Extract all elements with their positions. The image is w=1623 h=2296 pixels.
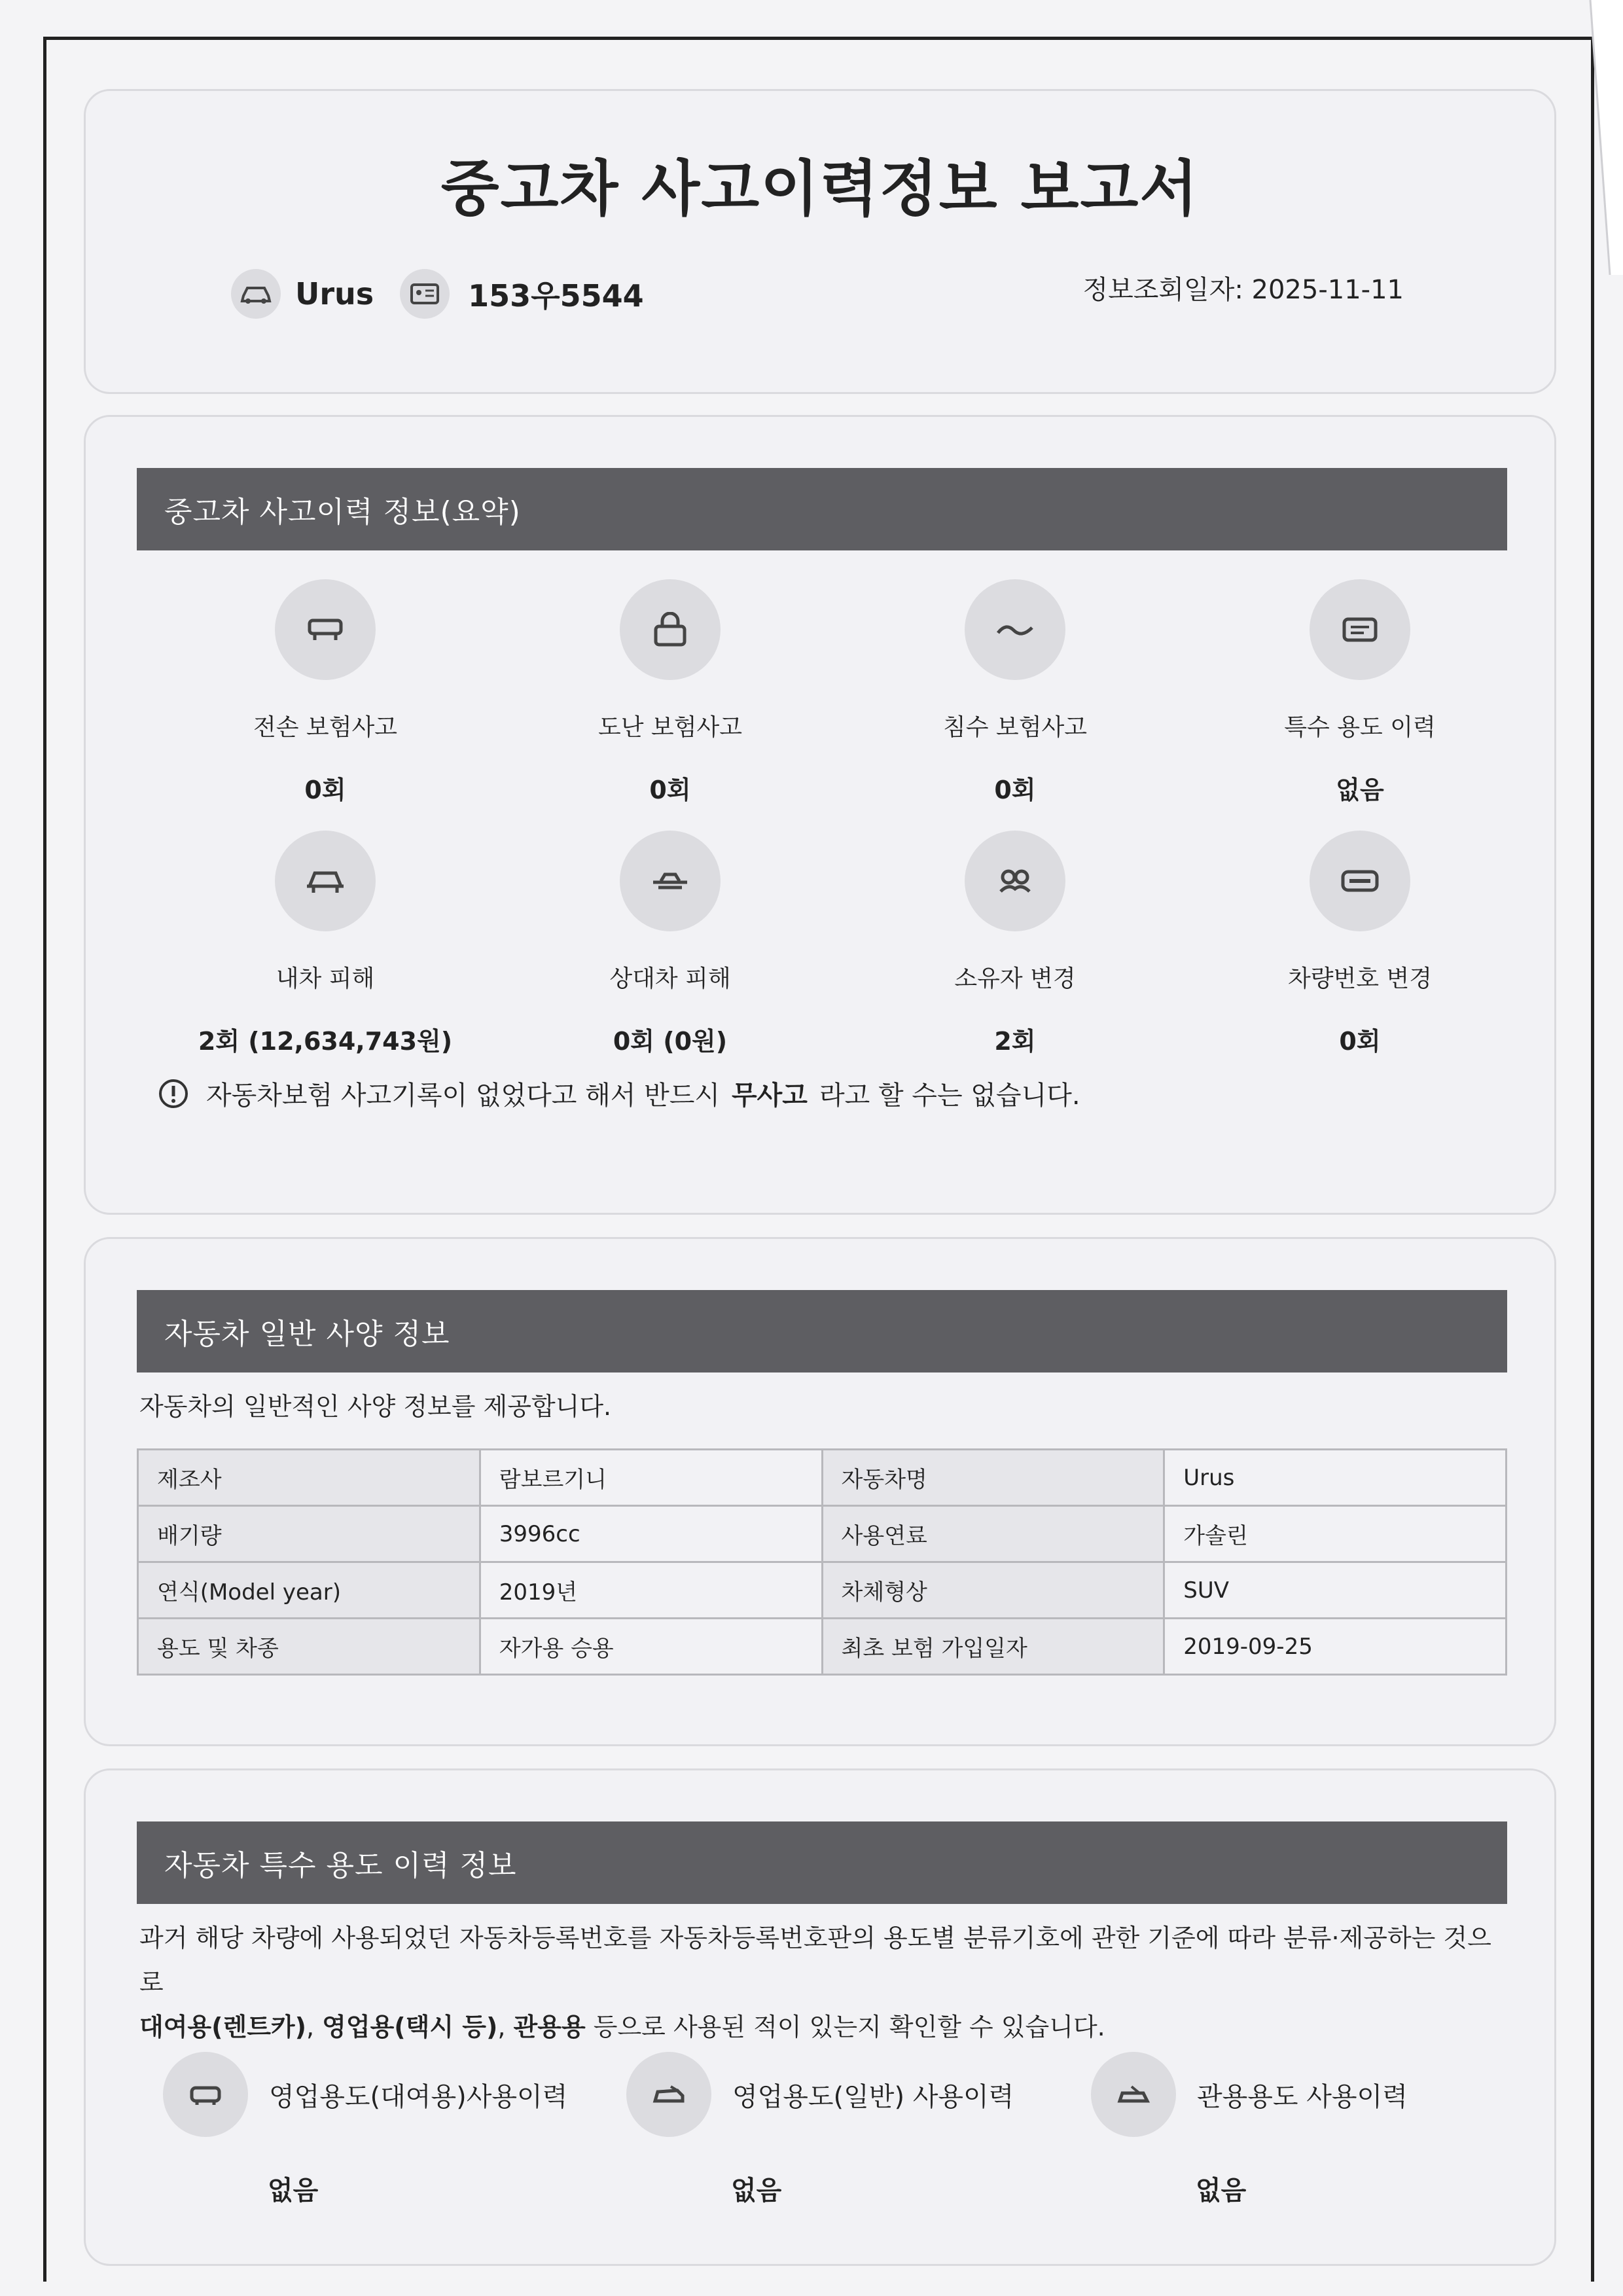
table-row (138, 1506, 1507, 1562)
stat-value: 0회 (304, 776, 346, 804)
stat-theft (507, 579, 834, 806)
spec-value: 자가용 승용 (480, 1619, 822, 1675)
government-car-icon (1091, 2052, 1176, 2137)
stat-special-use (1196, 579, 1524, 806)
note-text-bold: 무사고 (732, 1081, 808, 1111)
summary-card (84, 415, 1556, 1215)
info-icon (158, 1078, 189, 1109)
use-label: 영업용도(일반) 사용이력 (732, 2081, 1014, 2112)
desc-business: 영업용(택시 등) (322, 2013, 498, 2041)
use-label: 영업용도(대여용)사용이력 (269, 2081, 568, 2112)
stat-label: 도난 보험사고 (597, 714, 743, 741)
rental-car-icon (163, 2052, 248, 2137)
business-car-icon (626, 2052, 711, 2137)
spec-key: 차체형상 (822, 1562, 1164, 1619)
license-plate: 153우5544 (468, 278, 644, 314)
spec-key: 용도 및 차종 (138, 1619, 480, 1675)
table-row (138, 1450, 1507, 1506)
stat-label: 전손 보험사고 (253, 714, 398, 741)
use-government (1091, 2052, 1408, 2137)
desc-separator: , (497, 2013, 514, 2041)
flood-wave-icon (965, 579, 1065, 680)
stat-own-damage (162, 831, 489, 1057)
spec-key: 제조사 (138, 1450, 480, 1506)
use-value: 없음 (1196, 2176, 1247, 2206)
spec-key: 사용연료 (822, 1506, 1164, 1562)
stat-label: 침수 보험사고 (942, 714, 1088, 741)
id-card-icon (400, 269, 450, 319)
stat-label: 특수 용도 이력 (1284, 714, 1436, 741)
owner-change-icon (965, 831, 1065, 931)
desc-separator: , (306, 2013, 323, 2041)
use-value: 없음 (731, 2176, 782, 2206)
stat-label: 차량번호 변경 (1287, 965, 1433, 992)
summary-section-title: 중고차 사고이력 정보(요약) (137, 468, 1507, 550)
own-car-damage-icon (275, 831, 376, 931)
stat-other-damage (507, 831, 834, 1057)
inquiry-date: 정보조회일자: 2025-11-11 (1082, 275, 1404, 305)
table-row (138, 1619, 1507, 1675)
spec-card (84, 1237, 1556, 1746)
stat-value: 0회 (649, 776, 691, 804)
spec-value: 3996cc (480, 1506, 822, 1562)
spec-key: 자동차명 (822, 1450, 1164, 1506)
car-model: Urus (295, 276, 374, 312)
stat-owner-change (851, 831, 1179, 1057)
spec-value: Urus (1164, 1450, 1507, 1506)
total-loss-icon (275, 579, 376, 680)
use-value: 없음 (268, 2176, 319, 2206)
desc-tail: 등으로 사용된 적이 있는지 확인할 수 있습니다. (585, 2013, 1105, 2041)
car-icon (231, 269, 281, 319)
stat-total-loss (162, 579, 489, 806)
header-card (84, 89, 1556, 394)
spec-value: 2019년 (480, 1562, 822, 1619)
report-title: 중고차 사고이력정보 보고서 (440, 154, 1200, 224)
special-use-card (84, 1768, 1556, 2266)
note-text-before: 자동차보험 사고기록이 없었다고 해서 반드시 (206, 1081, 721, 1111)
spec-value: 람보르기니 (480, 1450, 822, 1506)
stat-value: 2회 (994, 1027, 1036, 1056)
vehicle-info (231, 269, 644, 319)
stat-value: 0회 (1339, 1027, 1381, 1056)
stat-value: 0회 (0원) (613, 1027, 728, 1056)
description-line-1: 과거 해당 차량에 사용되었던 자동차등록번호를 자동차등록번호판의 용도별 분류기호에 관한 기준에 따라 분류·제공하는 것으로 (139, 1924, 1491, 1997)
description-line-2 (139, 2005, 1514, 2049)
stat-plate-change (1196, 831, 1524, 1057)
spec-key: 배기량 (138, 1506, 480, 1562)
stat-label: 내차 피해 (276, 965, 375, 992)
special-use-section-title: 자동차 특수 용도 이력 정보 (137, 1821, 1507, 1904)
spec-key: 연식(Model year) (138, 1562, 480, 1619)
stat-label: 소유자 변경 (954, 965, 1076, 992)
table-row (138, 1562, 1507, 1619)
desc-rental: 대여용(렌트카) (139, 2013, 306, 2041)
special-use-description (139, 1916, 1514, 2049)
stat-value: 2회 (12,634,743원) (198, 1027, 453, 1056)
spec-value: 2019-09-25 (1164, 1619, 1507, 1675)
lock-icon (620, 579, 721, 680)
desc-government: 관용용 (513, 2013, 586, 2041)
stat-label: 상대차 피해 (609, 965, 731, 992)
note-text-after: 라고 할 수는 없습니다. (819, 1081, 1080, 1111)
use-rental (163, 2052, 567, 2137)
no-accident-note (158, 1075, 1080, 1112)
stat-value: 없음 (1336, 776, 1384, 804)
spec-value: SUV (1164, 1562, 1507, 1619)
spec-description: 자동차의 일반적인 사양 정보를 제공합니다. (139, 1392, 612, 1421)
spec-key: 최초 보험 가입일자 (822, 1619, 1164, 1675)
use-label: 관용용도 사용이력 (1197, 2081, 1408, 2112)
stat-flood (851, 579, 1179, 806)
spec-value: 가솔린 (1164, 1506, 1507, 1562)
stat-value: 0회 (994, 776, 1036, 804)
special-use-icon (1310, 579, 1410, 680)
use-business (626, 2052, 1014, 2137)
spec-table (137, 1448, 1507, 1676)
spec-section-title: 자동차 일반 사양 정보 (137, 1290, 1507, 1372)
plate-change-icon (1310, 831, 1410, 931)
other-car-damage-icon (620, 831, 721, 931)
